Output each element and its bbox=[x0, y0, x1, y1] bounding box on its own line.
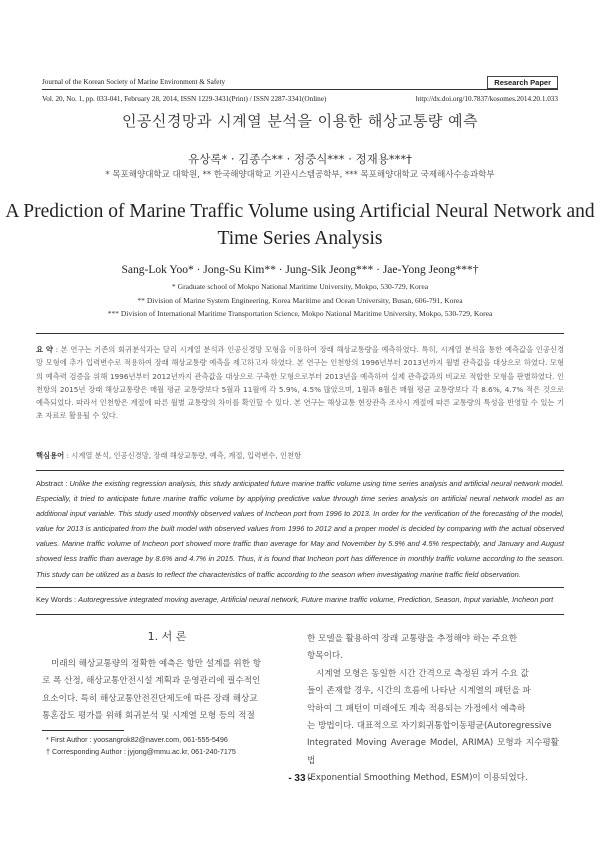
body-line: 항목이다. bbox=[307, 651, 343, 662]
body-line: 악하여 그 패턴이 미래에도 계속 적용되는 가정에서 예측하 bbox=[307, 703, 526, 714]
body-line: Integrated Moving Average Model, ARIMA) 모형과 지수평활법 bbox=[307, 738, 559, 766]
keywords-rule bbox=[36, 614, 564, 615]
affiliation-2: ** Division of Marine System Engineering, Korea Maritime and Ocean University, Busan, 606-791, Korea bbox=[137, 295, 463, 305]
section-heading-introduction: 1. 서 론 bbox=[147, 630, 187, 643]
body-line: 는 방법이다. 대표적으로 자기회귀통합이동평균(Autoregressive bbox=[307, 721, 552, 732]
paper-type-badge: Research Paper bbox=[487, 76, 558, 89]
intro-left-column bbox=[42, 656, 292, 726]
english-keywords bbox=[36, 595, 564, 604]
footnotes bbox=[46, 734, 236, 758]
abstract-bottom-rule bbox=[36, 587, 564, 588]
affiliation-1: * Graduate school of Mokpo National Maritime University, Mokpo, 530-729, Korea bbox=[171, 282, 429, 291]
body-line: 통혼잡도 평가를 위해 회귀분석 및 시계열 모형 등의 적절 bbox=[42, 711, 255, 722]
english-abstract bbox=[36, 476, 564, 582]
footnote-first-author: * First Author : yoosangrok82@naver.com, 061-555-5496 bbox=[46, 735, 228, 744]
english-title bbox=[0, 198, 600, 252]
korean-abstract bbox=[36, 343, 564, 423]
english-authors: Sang-Lok Yoo* · Jong-Su Kim** · Jung-Sik Jeong*** · Jae-Yong Jeong***† bbox=[121, 264, 479, 276]
body-line: 한 모델을 활용하여 장래 교통량을 추정해야 하는 주요한 bbox=[307, 634, 518, 644]
footnote-corresponding-author: † Corresponding Author : jyjong@mmu.ac.kr, 061-240-7175 bbox=[46, 747, 236, 756]
korean-authors: 유상록* · 김종수** · 정중식*** · 정재용***† bbox=[188, 152, 412, 166]
english-affiliations bbox=[0, 280, 600, 321]
korean-abstract-text: : 본 연구는 기존의 회귀분석과는 달리 시계열 분석과 인공신경망 모형을 이용하여 장래 해상교통량을 예측하였다. 특히, 시계열 분석을 통한 예측값을 인공신경망 모형에 추가 입력변수로 적용하여 장래 해상교통량 예측을 제고하고자 하였다. 본 연구는 인천항의 1996년부터 2013년까지 월별 관측값을 대상으로 하였다. 모형의 예측력 검증을 위해 1996년부터 2012년까지 관측값을 대상으로 구축한 모형으로부터 2013년을 예측하여 실제 관측값과의 비교로 적합한 모형을 판별하였다. 인천항의 2015년 장래 해상교통량은 매월 평균 교통량보다 5월과 11월에 각 5.9%, 4.5% 많았으며, 1월과 8월은 매월 평균 교통량보다 각 8.6%, 4.7% 적은 것으로 예측되었다. 따라서 인천항은 계절에 따른 월별 교통량의 차이를 확인할 수 있다. 본 연구는 해상교통 현장관측 조사시 계절에 따른 교통량의 특성을 반영할 수 있는 기초 자료로 활용될 수 있다. bbox=[36, 345, 564, 421]
abstract-top-rule bbox=[36, 333, 564, 334]
volume-info: Vol. 20, No. 1, pp. 033-041, February 28, 2014, ISSN 1229-3431(Print) / ISSN 2287-3341(Online) bbox=[42, 95, 327, 103]
english-keywords-text: Autoregressive integrated moving average, Artificial neural network, Future marine traffic volume, Prediction, Season, Input variable, Incheon port bbox=[78, 595, 554, 604]
intro-right-column bbox=[307, 631, 559, 788]
body-line: 시계열 모형은 동일한 시간 간격으로 측정된 과거 수요 값 bbox=[316, 668, 529, 679]
body-line: (Exponential Smoothing Method, ESM)이 이용되었다. bbox=[307, 773, 528, 784]
footnote-rule bbox=[42, 730, 124, 731]
body-line: 미래의 해상교통량의 정확한 예측은 항만 설계를 위한 항 bbox=[51, 659, 262, 669]
korean-keywords bbox=[36, 451, 564, 461]
korean-keywords-text: : 시계열 분석, 인공신경망, 장래 해상교통량, 예측, 계절, 입력변수, 인천항 bbox=[66, 451, 302, 460]
english-title-line-2: Time Series Analysis bbox=[217, 228, 383, 249]
journal-name: Journal of the Korean Society of Marine Environment & Safety bbox=[42, 78, 226, 86]
english-abstract-text: Unlike the existing regression analysis, this study anticipated future marine traffic volume using time series analysis and artificial neural network model. Especially, it tried to anticipate future marine traffic volume by applying predictive value through time series analysis on artificial neural network model as an additional input variable. This study used monthly observed values of Incheon port from 1996 to 2013. In order for the verification of the forecasting of the model, value for 2013 is anticipated from the built model with observed values from 1996 to 2012 and a proper model is decided by comparing with the actual observed values. Marine traffic volume of Incheon port showed more traffic than average for May and November by 5.9% and 4.5% respectably, and January and August showed less traffic than average by 8.6% and 4.7% in 2015. Thus, it is found that Incheon port has difference in monthly traffic volume according to the season. This study can be utilized as a basis to reflect the characteristics of traffic according to the season when investigating marine traffic field observation. bbox=[36, 479, 564, 579]
doi-link[interactable]: http://dx.doi.org/10.7837/kosomes.2014.20.1.033 bbox=[415, 95, 558, 103]
affiliation-3: *** Division of International Maritime Transportation Science, Mokpo National Maritime University, Mokpo, 530-729, Korea bbox=[107, 309, 493, 318]
body-line: 요소이다. 특히 해상교통안전진단제도에 따른 장래 해상교 bbox=[42, 693, 258, 704]
body-line: 들이 존재할 경우, 시간의 흐름에 나타난 시계열의 패턴을 파 bbox=[307, 686, 531, 697]
english-title-line-1: A Prediction of Marine Traffic Volume using Artificial Neural Network and bbox=[5, 201, 595, 222]
korean-abstract-label: 요 약 bbox=[36, 345, 53, 354]
header-rule bbox=[42, 89, 558, 90]
korean-title: 인공신경망과 시계열 분석을 이용한 해상교통량 예측 bbox=[121, 112, 479, 130]
korean-keywords-label: 핵심용어 bbox=[36, 451, 65, 460]
korean-affiliations: * 목포해양대학교 대학원, ** 한국해양대학교 기관시스템공학부, *** 목포해양대학교 국제해사수송과학부 bbox=[105, 170, 495, 180]
page-number: - 33 - bbox=[288, 773, 312, 784]
body-line: 로 폭 산정, 해상교통안전시설 계획과 운영관리에 필수적인 bbox=[42, 676, 261, 687]
english-keywords-label: Key Words : bbox=[36, 595, 79, 604]
abstract-mid-rule bbox=[36, 470, 564, 471]
english-abstract-label: Abstract : bbox=[36, 479, 70, 488]
